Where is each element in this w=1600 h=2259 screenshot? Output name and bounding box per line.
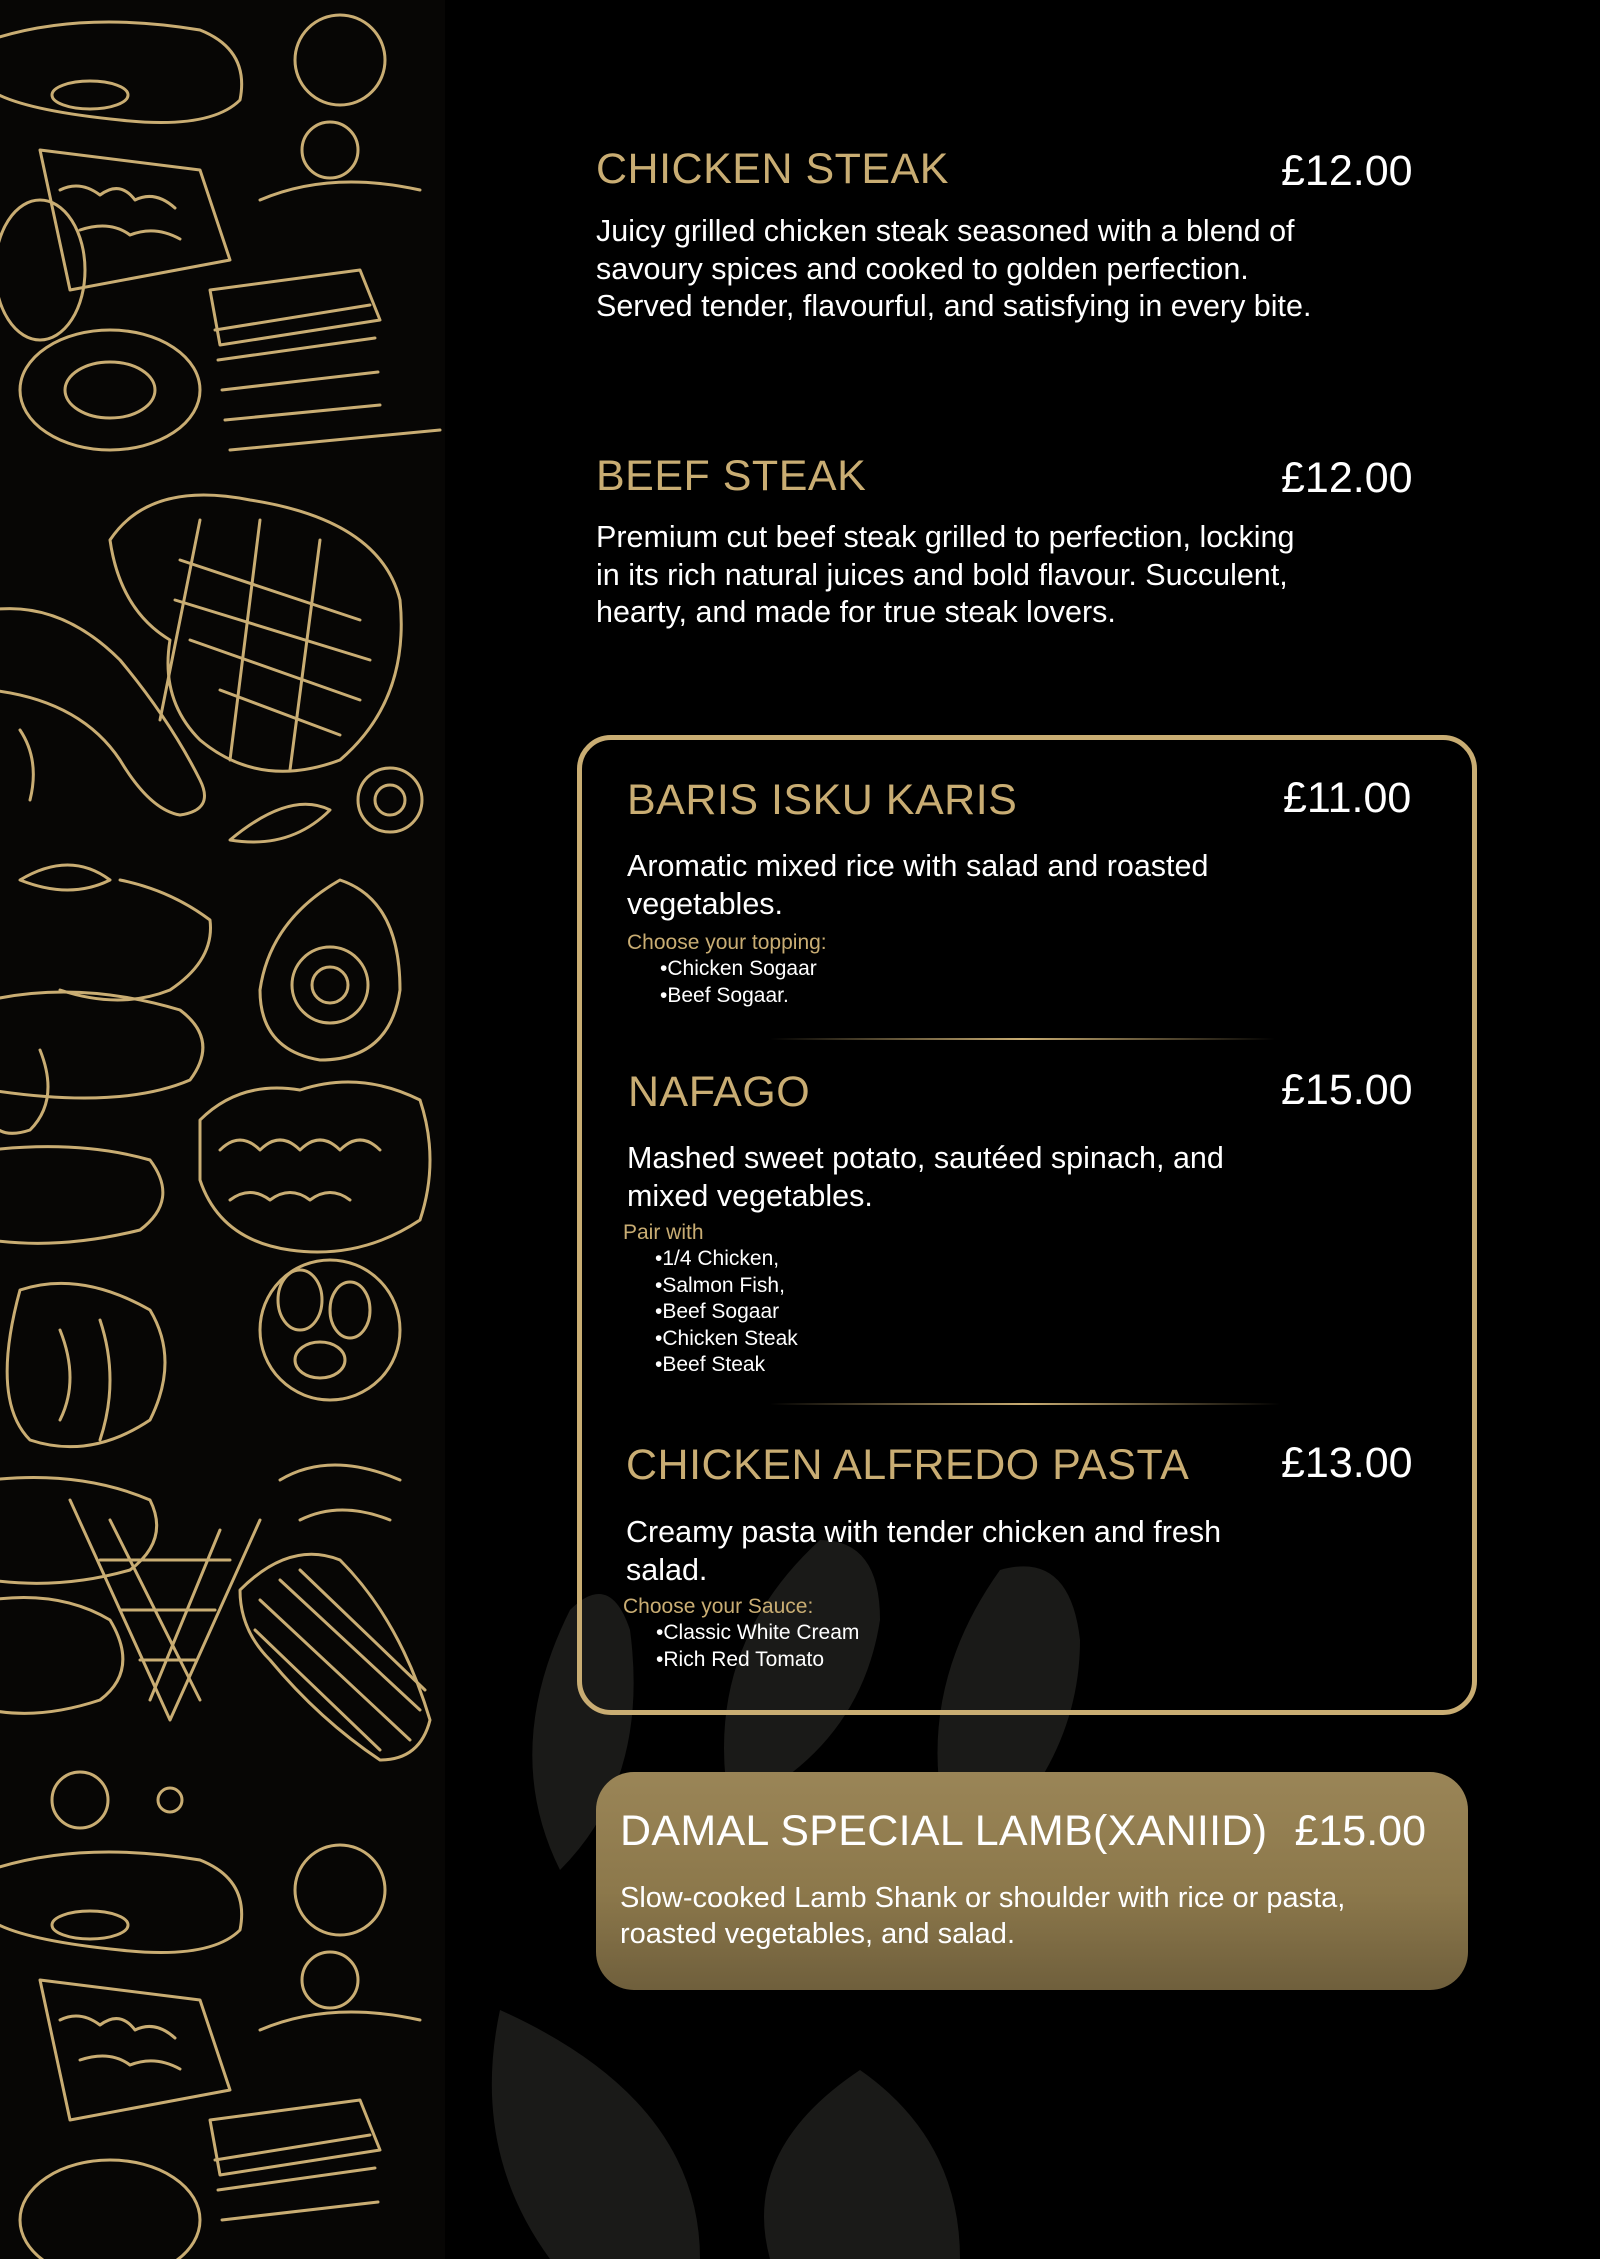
option-item: • Chicken Steak — [655, 1326, 798, 1353]
item-name-beef-steak: BEEF STEAK — [596, 452, 867, 500]
option-item: • Salmon Fish, — [655, 1273, 798, 1300]
section-divider — [770, 1403, 1280, 1405]
options-label-nafago: Pair with — [623, 1221, 704, 1244]
option-item: • Classic White Cream — [656, 1620, 859, 1647]
item-description-damal-special-lamb: Slow-cooked Lamb Shank or shoulder with rice or pasta, roasted vegetables, and salad. — [620, 1882, 1346, 1950]
options-list-nafago — [655, 1246, 798, 1379]
options-label-alfredo: Choose your Sauce: — [623, 1595, 814, 1618]
food-illustration-sidebar — [0, 0, 445, 2259]
item-description-chicken-alfredo-pasta: Creamy pasta with tender chicken and fresh salad. — [626, 1515, 1222, 1587]
options-list-baris — [660, 956, 817, 1009]
item-name-damal-special-lamb: DAMAL SPECIAL LAMB(XANIID) — [620, 1807, 1268, 1855]
item-description-nafago: Mashed sweet potato, sautéed spinach, and mixed vegetables. — [627, 1141, 1224, 1213]
item-price-baris-isku-karis: £11.00 — [1283, 774, 1412, 822]
item-name-chicken-steak: CHICKEN STEAK — [596, 145, 949, 193]
section-divider — [770, 1038, 1275, 1040]
item-description-baris-isku-karis: Aromatic mixed rice with salad and roasted vegetables. — [627, 849, 1209, 921]
item-price-chicken-alfredo-pasta: £13.00 — [1281, 1439, 1413, 1487]
food-sketch-pattern — [0, 0, 445, 2259]
special-dish-card — [596, 1772, 1468, 1990]
item-price-beef-steak: £12.00 — [1281, 454, 1413, 502]
option-item: • 1/4 Chicken, — [655, 1246, 798, 1273]
option-item: • Chicken Sogaar — [660, 956, 817, 983]
option-item: • Rich Red Tomato — [656, 1647, 859, 1674]
item-price-damal-special-lamb: £15.00 — [1294, 1807, 1426, 1855]
item-name-baris-isku-karis: BARIS ISKU KARIS — [627, 776, 1018, 824]
option-item: • Beef Sogaar — [655, 1299, 798, 1326]
option-item: • Beef Sogaar. — [660, 983, 817, 1010]
item-price-nafago: £15.00 — [1281, 1066, 1413, 1114]
item-description-chicken-steak: Juicy grilled chicken steak seasoned with a blend of savoury spices and cooked to golden perfection. Served tender, flavourful, and satisfying in every bite. — [596, 214, 1312, 323]
item-name-chicken-alfredo-pasta: CHICKEN ALFREDO PASTA — [626, 1441, 1190, 1489]
options-list-alfredo — [656, 1620, 859, 1673]
options-label-baris: Choose your topping: — [627, 931, 827, 954]
item-description-beef-steak: Premium cut beef steak grilled to perfection, locking in its rich natural juices and bold flavour. Succulent, hearty, and made for true steak lovers. — [596, 520, 1295, 629]
item-name-nafago: NAFAGO — [628, 1068, 811, 1116]
option-item: • Beef Steak — [655, 1352, 798, 1379]
item-price-chicken-steak: £12.00 — [1281, 147, 1413, 195]
